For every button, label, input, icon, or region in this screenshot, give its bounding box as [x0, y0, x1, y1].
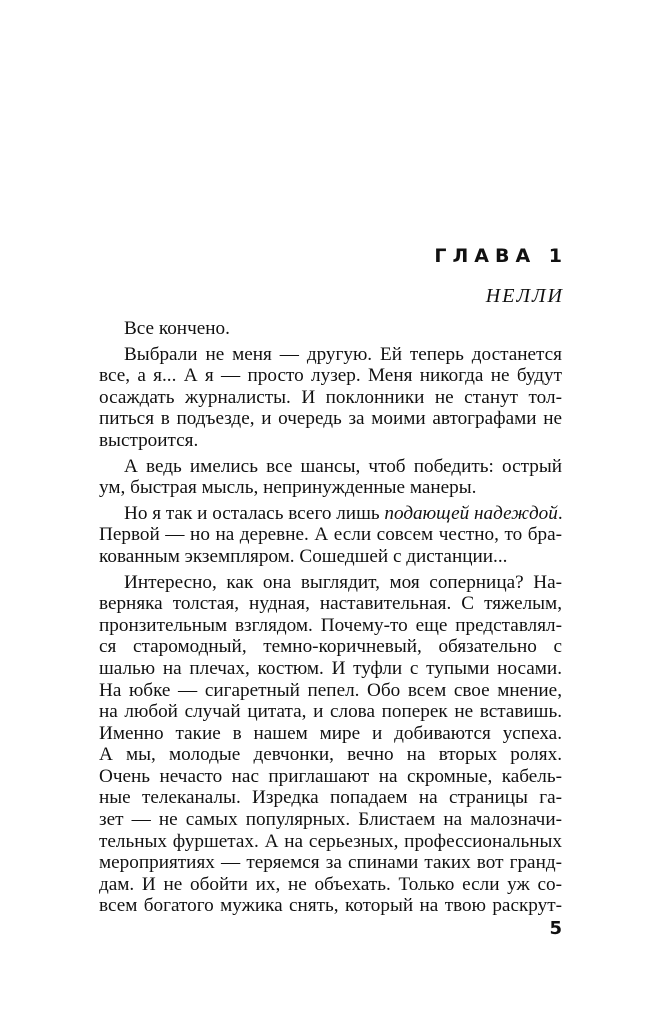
page-number: 5	[549, 918, 562, 939]
text-line: верняка толстая, нудная, наставительная. С тяжелым,	[99, 593, 562, 615]
body-text	[99, 318, 562, 917]
text-line: тельных фуршетах. А на серьезных, профессиональных	[99, 830, 562, 852]
text-line: все, а я... А я — просто лузер. Меня никогда не будут	[99, 365, 562, 387]
text-line: шалью на плечах, костюм. И туфли с тупыми носами.	[99, 657, 562, 679]
text-line: кованным экземпляром. Сошедшей с дистанции...	[99, 545, 508, 567]
text-line: на любой случай цитата, и слова поперек не вставишь.	[99, 701, 562, 723]
text-line: А мы, молодые девчонки, вечно на вторых ролях.	[99, 744, 562, 766]
text-line: Первой — но на деревне. А если совсем честно, то бра-	[99, 524, 562, 546]
text-line-end: .	[557, 502, 563, 524]
text-line: На юбке — сигаретный пепел. Обо всем свое мнение,	[99, 679, 562, 701]
text-line: питься в подъезде, и очередь за моими автографами не	[99, 408, 562, 430]
text-line: Выбрали не меня — другую. Ей теперь достанется	[124, 343, 562, 365]
text-line: зет — не самых популярных. Блистаем на малозначи-	[99, 809, 562, 831]
text-line	[99, 503, 562, 525]
italic-phrase: подающей надеждой	[384, 502, 558, 524]
text-line: дам. И не обойти их, не объехать. Только если уж со-	[99, 873, 562, 895]
chapter-heading: ГЛАВА 1	[434, 245, 568, 267]
text-line: выстроится.	[99, 429, 199, 451]
text-line: Очень нечасто нас приглашают на скромные, кабель-	[99, 765, 562, 787]
text-line: А ведь имелись все шансы, чтоб победить: острый	[124, 455, 562, 477]
text-line: Все кончено.	[124, 318, 230, 339]
text-line: ум, быстрая мысль, непринужденные манеры.	[99, 477, 477, 499]
chapter-subtitle: НЕЛЛИ	[485, 285, 564, 307]
text-line: мероприятиях — теряемся за спинами таких вот гранд-	[99, 852, 562, 874]
text-line: ные телеканалы. Изредка попадаем на страницы га-	[99, 787, 562, 809]
text-line: Интересно, как она выглядит, моя соперница? На-	[124, 571, 562, 593]
text-line: пронзительным взглядом. Почему-то еще представлял-	[99, 614, 562, 636]
text-line-start: Но я так и осталась всего лишь	[124, 502, 385, 524]
text-line: Именно такие в нашем мире и добиваются успеха.	[99, 722, 562, 744]
text-line: осаждать журналисты. И поклонники не станут тол-	[99, 386, 562, 408]
text-line: всем богатого мужика снять, который на твою раскрут-	[99, 895, 562, 917]
text-line: ся старомодный, темно-коричневый, обязательно с	[99, 636, 562, 658]
